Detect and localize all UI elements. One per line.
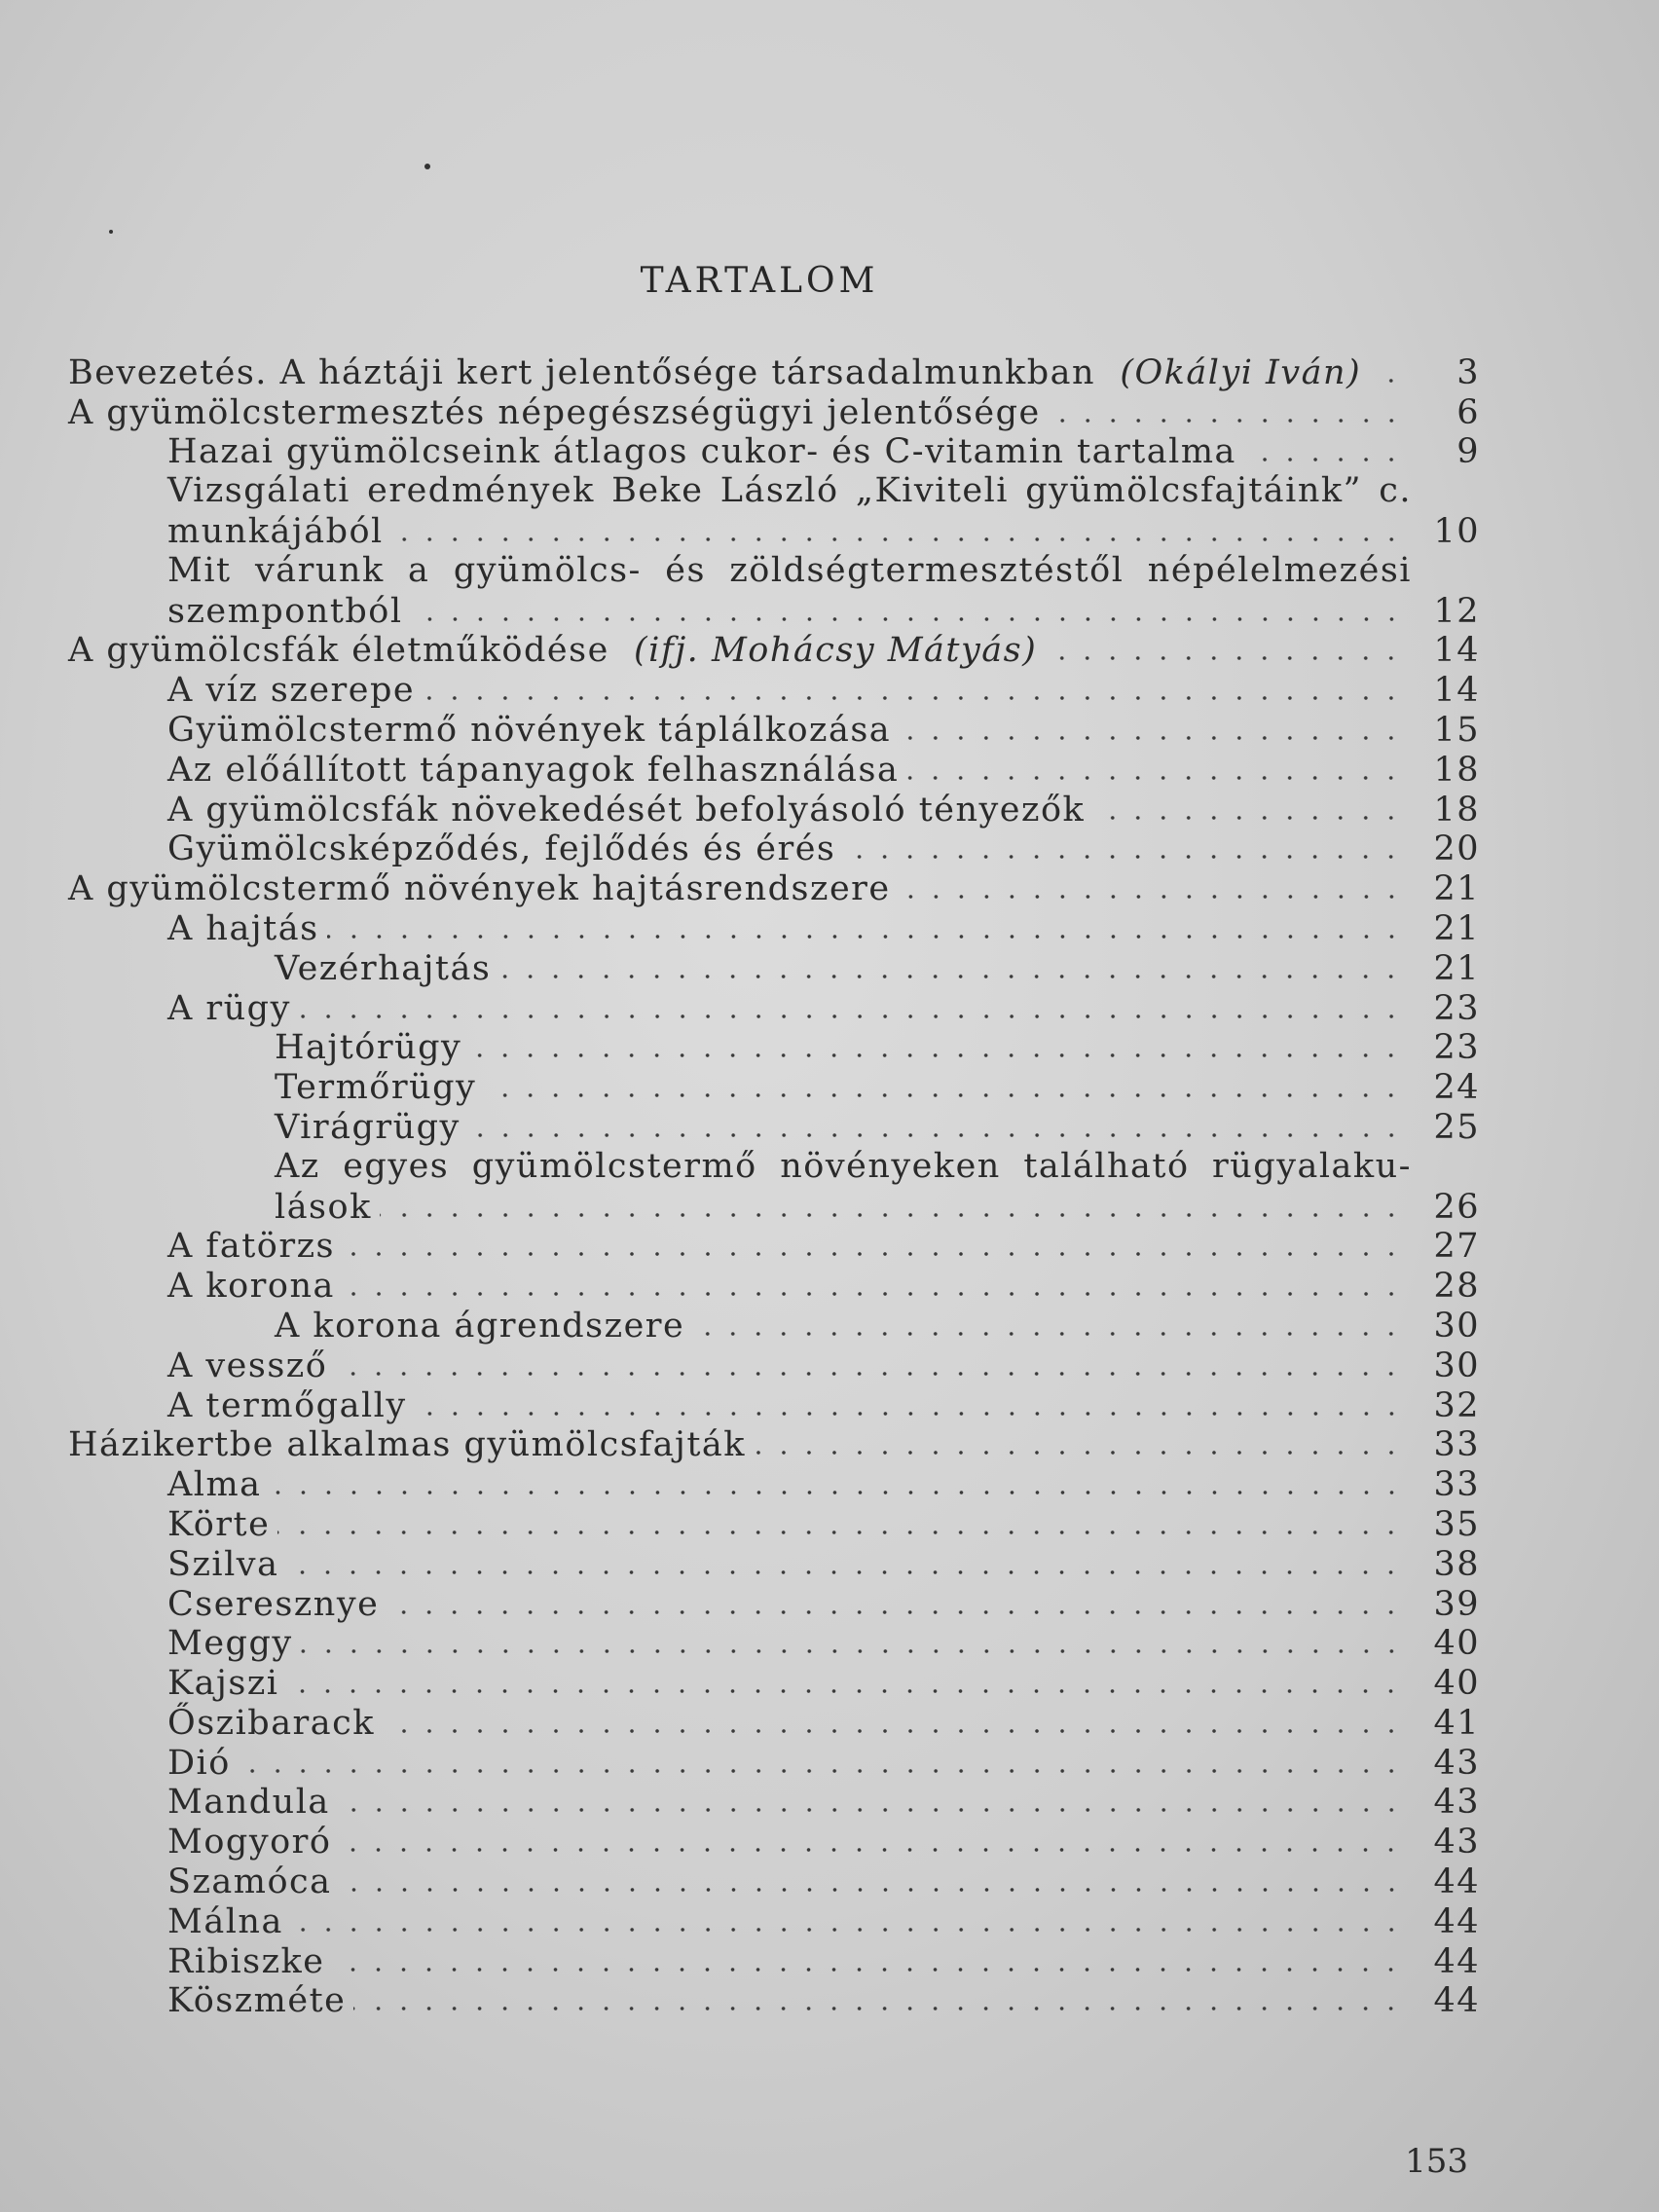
toc-entry-title xyxy=(167,1585,379,1624)
toc-entry-text: A víz szerepe xyxy=(167,671,416,711)
dot-leader xyxy=(299,1014,1404,1018)
dot-leader xyxy=(754,1451,1404,1455)
dot-leader xyxy=(843,855,1404,859)
toc-entry-page: 18 xyxy=(1433,750,1480,790)
toc-entry-title xyxy=(167,1942,324,1981)
dot-leader xyxy=(343,1252,1404,1256)
toc-entry-page: 40 xyxy=(1433,1664,1480,1704)
toc-entry-text: A gyümölcsfák életműködése xyxy=(68,631,609,671)
toc-entry-page: 10 xyxy=(1433,511,1480,551)
toc-entry-text: Mandula xyxy=(167,1783,330,1823)
dot-leader xyxy=(338,1808,1404,1812)
toc-entry-page: 20 xyxy=(1433,830,1480,869)
toc-entry xyxy=(68,908,1480,948)
toc-entry-page: 9 xyxy=(1456,432,1480,472)
dot-leader xyxy=(899,895,1404,899)
toc-entry-title xyxy=(275,1068,476,1107)
dot-leader xyxy=(327,935,1404,939)
dot-leader xyxy=(383,1729,1404,1733)
toc-entry xyxy=(68,392,1480,432)
toc-entry xyxy=(68,830,1480,869)
toc-entry-title xyxy=(68,1425,746,1464)
toc-entry-text: Málna xyxy=(167,1901,283,1941)
toc-entry-title xyxy=(167,989,291,1028)
toc-entry-text: A vessző xyxy=(167,1346,328,1385)
toc-entry xyxy=(68,1901,1480,1941)
toc-entry-title xyxy=(167,592,403,631)
toc-entry-page: 33 xyxy=(1433,1465,1480,1505)
toc-entry xyxy=(68,1028,1480,1068)
toc-entry-title xyxy=(275,1028,461,1067)
toc-entry-title xyxy=(275,1108,461,1147)
dot-leader xyxy=(468,1133,1404,1137)
toc-entry xyxy=(68,1941,1480,1981)
dot-leader xyxy=(1369,379,1404,383)
dot-leader xyxy=(469,1053,1404,1057)
toc-entry-page: 40 xyxy=(1433,1624,1480,1664)
toc-entry-page: 27 xyxy=(1433,1227,1480,1267)
toc-entry xyxy=(68,471,1480,551)
toc-entry-text: Az előállított tápanyagok felhasználása xyxy=(167,750,900,790)
toc-entry-title xyxy=(167,909,319,948)
toc-entry-text: Köszméte xyxy=(167,1981,347,2021)
toc-entry xyxy=(68,868,1480,908)
dot-leader xyxy=(339,1848,1404,1852)
dot-leader xyxy=(387,1610,1404,1614)
toc-entry-page: 43 xyxy=(1433,1823,1480,1862)
table-of-contents xyxy=(68,352,1480,2020)
toc-entry xyxy=(68,988,1480,1028)
dot-leader xyxy=(335,1372,1404,1376)
toc-entry-title xyxy=(167,1386,407,1425)
toc-entry-text: Ribiszke xyxy=(167,1941,325,1981)
toc-entry xyxy=(68,1107,1480,1147)
dot-leader xyxy=(343,1292,1404,1296)
toc-entry-title xyxy=(167,1505,270,1544)
toc-entry-text: Virágrügy xyxy=(275,1107,461,1147)
dot-leader xyxy=(277,1530,1404,1534)
toc-entry xyxy=(68,1544,1480,1584)
toc-entry-title xyxy=(167,1981,346,2020)
toc-entry xyxy=(68,750,1480,790)
toc-entry-text: A hajtás xyxy=(167,908,319,948)
toc-entry xyxy=(68,710,1480,750)
toc-entry xyxy=(68,1584,1480,1624)
toc-entry-page: 41 xyxy=(1433,1703,1480,1743)
toc-entry-page: 38 xyxy=(1433,1544,1480,1584)
toc-entry-text: szempontból xyxy=(167,591,403,631)
toc-entry-first-line: Mit várunk a gyümölcs- és zöldségtermesztéstől népélelmezési xyxy=(167,550,1412,590)
toc-entry-page: 14 xyxy=(1433,671,1480,711)
toc-entry-page: 35 xyxy=(1433,1504,1480,1544)
toc-entry-page: 28 xyxy=(1433,1267,1480,1307)
toc-entry-text: Szamóca xyxy=(167,1862,332,1902)
toc-entry-title xyxy=(167,1227,335,1266)
dot-leader xyxy=(301,1649,1404,1653)
dot-leader xyxy=(286,1689,1404,1693)
toc-entry-page: 32 xyxy=(1433,1385,1480,1425)
toc-entry-text: Meggy xyxy=(167,1624,293,1664)
toc-entry-title xyxy=(68,631,1037,670)
toc-entry-page: 44 xyxy=(1433,1901,1480,1941)
toc-entry-text: Körte xyxy=(167,1504,271,1544)
toc-entry-page: 44 xyxy=(1433,1981,1480,2021)
toc-entry xyxy=(68,1227,1480,1267)
dot-leader xyxy=(498,975,1404,978)
dot-leader xyxy=(332,1968,1404,1972)
toc-entry-page: 12 xyxy=(1433,591,1480,631)
toc-entry-title xyxy=(167,1862,332,1901)
toc-entry xyxy=(68,1981,1480,2021)
dot-leader xyxy=(353,2007,1404,2010)
toc-entry-page: 3 xyxy=(1456,352,1480,392)
toc-entry xyxy=(68,1862,1480,1901)
dot-leader xyxy=(423,696,1404,700)
toc-entry-text: Mogyoró xyxy=(167,1823,332,1862)
toc-entry-page: 25 xyxy=(1433,1107,1480,1147)
toc-entry-first-line: Az egyes gyümölcstermő növényeken található rügyalaku- xyxy=(275,1146,1412,1186)
toc-entry-title xyxy=(68,869,891,908)
toc-entry-title xyxy=(275,949,491,988)
toc-entry-text: Alma xyxy=(167,1465,262,1505)
toc-entry xyxy=(68,1147,1480,1227)
toc-entry-title xyxy=(167,1465,262,1504)
toc-entry-page: 6 xyxy=(1456,392,1480,432)
toc-entry-page: 15 xyxy=(1433,710,1480,750)
toc-entry-text: A korona ágrendszere xyxy=(275,1306,685,1346)
toc-entry-text: A termőgally xyxy=(167,1385,407,1425)
toc-entry-page: 18 xyxy=(1433,790,1480,830)
toc-entry-author: (Okályi Iván) xyxy=(1095,352,1362,392)
toc-entry-text: Gyümölcstermő növények táplálkozása xyxy=(167,710,892,750)
toc-entry-title xyxy=(167,751,899,790)
dot-leader xyxy=(1092,816,1404,820)
toc-entry-page: 43 xyxy=(1433,1743,1480,1783)
toc-entry-title xyxy=(167,512,384,551)
toc-entry-first-line: Vizsgálati eredmények Beke László „Kiviteli gyümölcsfajtáink” c. xyxy=(167,471,1412,511)
toc-entry xyxy=(68,352,1480,392)
dot-leader xyxy=(270,1491,1404,1494)
toc-entry-title xyxy=(167,1624,293,1663)
toc-entry-text: Vezérhajtás xyxy=(275,948,492,988)
toc-entry-title xyxy=(167,1545,278,1584)
toc-entry xyxy=(68,1385,1480,1425)
toc-entry-text: munkájából xyxy=(167,511,384,551)
toc-entry-page: 23 xyxy=(1433,988,1480,1028)
toc-entry xyxy=(68,1067,1480,1107)
toc-entry-title xyxy=(68,393,1041,432)
dot-leader xyxy=(1045,656,1404,660)
page-title: TARTALOM xyxy=(640,261,879,301)
toc-entry-text: A gyümölcstermesztés népegészségügyi jelentősége xyxy=(68,392,1041,432)
toc-entry xyxy=(68,1504,1480,1544)
toc-entry-title xyxy=(167,830,835,868)
page-number: 153 xyxy=(1405,2142,1468,2181)
dot-leader xyxy=(411,617,1404,621)
toc-entry-title xyxy=(167,791,1085,830)
toc-entry-page: 21 xyxy=(1433,948,1480,988)
toc-entry-title xyxy=(167,1346,327,1385)
toc-entry-text: A gyümölcstermő növények hajtásrendszere xyxy=(68,869,891,909)
toc-entry-page: 24 xyxy=(1433,1068,1480,1108)
toc-entry-text: Gyümölcsképződés, fejlődés és érés xyxy=(167,830,836,869)
toc-entry-text: Hajtórügy xyxy=(275,1028,462,1068)
dot-leader xyxy=(239,1769,1404,1773)
toc-entry-title xyxy=(167,1704,375,1743)
toc-entry-author: (ifj. Mohácsy Mátyás) xyxy=(608,631,1038,671)
toc-entry-title xyxy=(167,1902,283,1941)
toc-entry-text: Őszibarack xyxy=(167,1703,375,1743)
toc-entry xyxy=(68,1703,1480,1743)
dot-leader xyxy=(291,1928,1404,1932)
toc-entry xyxy=(68,1266,1480,1306)
dot-leader xyxy=(286,1570,1404,1574)
toc-entry-text: Bevezetés. A háztáji kert jelentősége társadalmunkban xyxy=(68,352,1096,392)
toc-entry-title xyxy=(167,1823,331,1862)
toc-entry-title xyxy=(167,1744,231,1783)
toc-entry-title xyxy=(167,1783,330,1822)
toc-entry xyxy=(68,1624,1480,1664)
dot-leader xyxy=(1244,458,1404,461)
toc-entry-page: 14 xyxy=(1433,631,1480,671)
dot-leader xyxy=(391,537,1404,541)
dot-leader xyxy=(899,736,1404,740)
toc-entry xyxy=(68,631,1480,671)
toc-entry-title xyxy=(167,671,415,710)
toc-entry-title xyxy=(167,1664,278,1703)
toc-entry-page: 33 xyxy=(1433,1425,1480,1465)
toc-entry xyxy=(68,1783,1480,1823)
toc-entry-page: 44 xyxy=(1433,1862,1480,1902)
dot-leader xyxy=(484,1093,1404,1097)
toc-entry-page: 39 xyxy=(1433,1584,1480,1624)
toc-entry xyxy=(68,1822,1480,1862)
toc-entry-text: A fatörzs xyxy=(167,1227,335,1267)
toc-entry-text: Cseresznye xyxy=(167,1584,380,1624)
toc-entry-page: 23 xyxy=(1433,1028,1480,1068)
paper-speck xyxy=(424,164,430,169)
toc-entry-title xyxy=(167,1267,335,1306)
toc-entry-text: Termőrügy xyxy=(275,1068,477,1108)
dot-leader xyxy=(340,1888,1404,1892)
toc-entry-text: A gyümölcsfák növekedését befolyásoló tényezők xyxy=(167,790,1086,830)
toc-entry-text: lások xyxy=(275,1187,372,1227)
toc-entry-text: Kajszi xyxy=(167,1664,279,1704)
toc-entry-text: Hazai gyümölcseink átlagos cukor- és C-vitamin tartalma xyxy=(167,432,1236,472)
toc-entry-text: Házikertbe alkalmas gyümölcsfajták xyxy=(68,1425,747,1465)
dot-leader xyxy=(1049,419,1404,423)
paper-speck xyxy=(109,230,113,234)
toc-entry-page: 43 xyxy=(1433,1783,1480,1823)
toc-entry xyxy=(68,948,1480,988)
dot-leader xyxy=(692,1332,1404,1336)
toc-entry-page: 26 xyxy=(1433,1187,1480,1227)
toc-entry xyxy=(68,1663,1480,1703)
toc-entry-title xyxy=(167,711,891,750)
toc-entry-page: 21 xyxy=(1433,869,1480,909)
toc-entry-title xyxy=(68,353,1361,392)
toc-entry xyxy=(68,1743,1480,1783)
toc-entry-page: 21 xyxy=(1433,908,1480,948)
toc-entry xyxy=(68,1464,1480,1504)
toc-entry-page: 30 xyxy=(1433,1346,1480,1385)
toc-entry-text: A rügy xyxy=(167,988,291,1028)
toc-entry-text: Szilva xyxy=(167,1544,279,1584)
toc-entry-page: 30 xyxy=(1433,1306,1480,1346)
toc-entry xyxy=(68,790,1480,830)
toc-entry xyxy=(68,1306,1480,1346)
dot-leader xyxy=(415,1412,1404,1416)
toc-entry-title xyxy=(275,1307,684,1346)
toc-entry xyxy=(68,432,1480,472)
dot-leader xyxy=(380,1213,1404,1217)
toc-entry xyxy=(68,1346,1480,1385)
toc-entry-title xyxy=(275,1188,372,1227)
toc-entry-text: Dió xyxy=(167,1743,231,1783)
toc-entry-page: 44 xyxy=(1433,1941,1480,1981)
toc-entry-title xyxy=(167,432,1236,471)
toc-entry xyxy=(68,1425,1480,1465)
toc-entry xyxy=(68,551,1480,631)
dot-leader xyxy=(906,776,1404,780)
toc-entry-text: A korona xyxy=(167,1267,335,1307)
toc-entry xyxy=(68,670,1480,710)
